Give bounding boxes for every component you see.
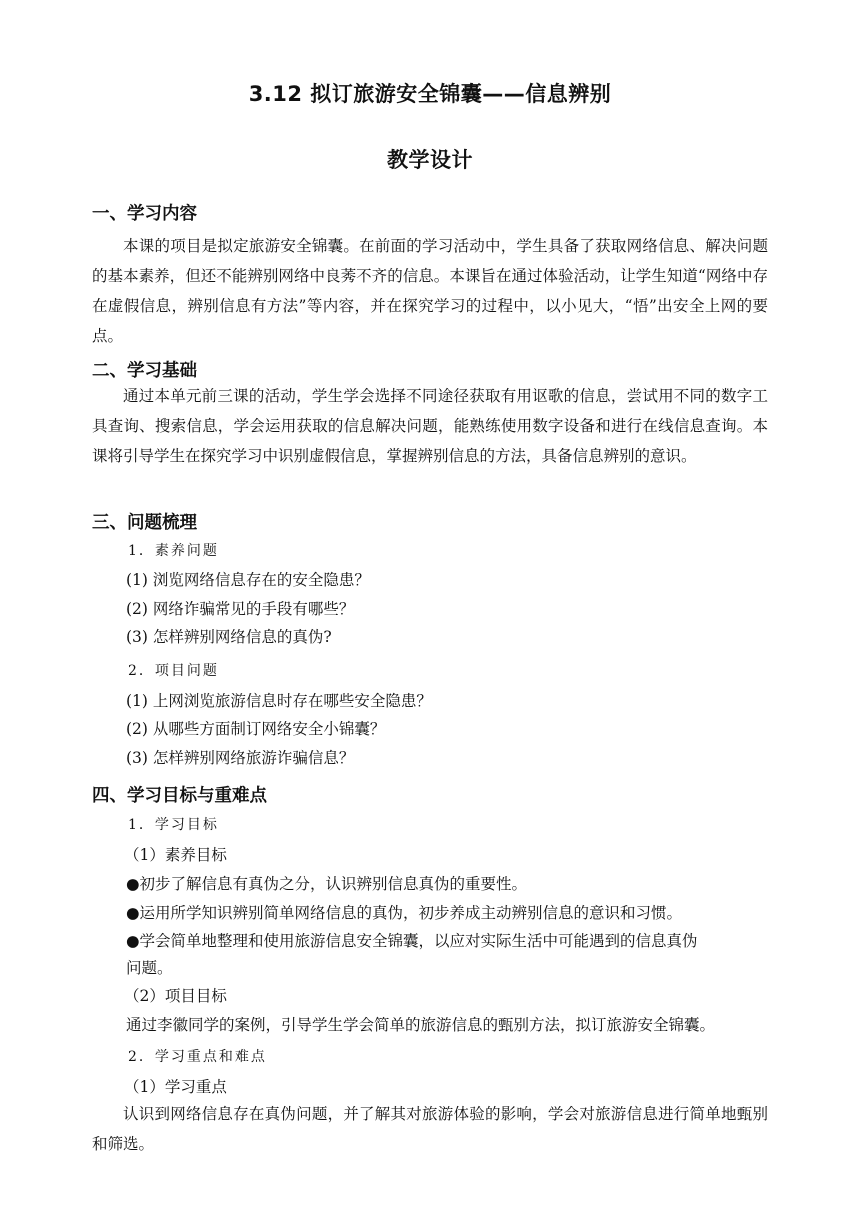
subheading-key-points: 2．学习重点和难点: [128, 1049, 267, 1065]
question-item: (3) 怎样辨别网络信息的真伪?: [126, 628, 332, 646]
question-item: (1) 浏览网络信息存在的安全隐患？: [126, 571, 370, 589]
objective-bullet: ●学会简单地整理和使用旅游信息安全锦囊，以应对实际生活中可能遇到的信息真伪: [126, 932, 698, 950]
key-point-label: （1）学习重点: [124, 1078, 227, 1096]
objective-label: （2）项目目标: [124, 987, 227, 1005]
subheading-literacy-questions: 1．素养问题: [128, 543, 219, 559]
subheading-project-questions: 2．项目问题: [128, 663, 219, 679]
section-paragraph-foundation: 通过本单元前三课的活动，学生学会选择不同途径获取有用讴歌的信息，尝试用不同的数字工具查询、搜索信息，学会运用获取的信息解决问题，能熟练使用数字设备和进行在线信息查询。本课将引导学生在探究学习中识别虚假信息，掌握辨别信息的方法，具备信息辨别的意识。: [92, 387, 768, 465]
question-item: (3) 怎样辨别网络旅游诈骗信息？: [126, 749, 355, 767]
document-title: 3.12 拟订旅游安全锦囊——信息辨别: [248, 82, 612, 106]
section-paragraph-content: 本课的项目是拟定旅游安全锦囊。在前面的学习活动中，学生具备了获取网络信息、解决问题的基本素养，但还不能辨别网络中良莠不齐的信息。本课旨在通过体验活动，让学生知道“网络中存在虚假信息，辨别信息有方法”等内容，并在探究学习的过程中，以小见大，“悟”出安全上网的要点。: [92, 237, 768, 345]
question-item: (2) 从哪些方面制订网络安全小锦囊？: [126, 720, 386, 738]
document-subtitle: 教学设计: [387, 148, 473, 172]
objective-bullet: ●初步了解信息有真伪之分，认识辨别信息真伪的重要性。: [126, 875, 528, 893]
objective-bullet: ●运用所学知识辨别简单网络信息的真伪，初步养成主动辨别信息的意识和习惯。: [126, 904, 683, 922]
section-heading-foundation: 二、学习基础: [92, 361, 197, 381]
question-item: (1) 上网浏览旅游信息时存在哪些安全隐患？: [126, 692, 432, 710]
section-heading-objectives: 四、学习目标与重难点: [92, 786, 267, 806]
key-point-paragraph: 认识到网络信息存在真伪问题，并了解其对旅游体验的影响，学会对旅游信息进行简单地甄别和筛选。: [92, 1105, 768, 1153]
section-heading-questions: 三、问题梳理: [92, 513, 197, 533]
objective-label: （1）素养目标: [124, 846, 227, 864]
subheading-learning-objectives: 1．学习目标: [128, 817, 219, 833]
objective-bullet-continuation: 问题。: [126, 959, 173, 977]
question-item: (2) 网络诈骗常见的手段有哪些？: [126, 600, 355, 618]
section-heading-content: 一、学习内容: [92, 204, 197, 224]
project-objective-text: 通过李徽同学的案例，引导学生学会简单的旅游信息的甄别方法，拟订旅游安全锦囊。: [126, 1016, 716, 1034]
